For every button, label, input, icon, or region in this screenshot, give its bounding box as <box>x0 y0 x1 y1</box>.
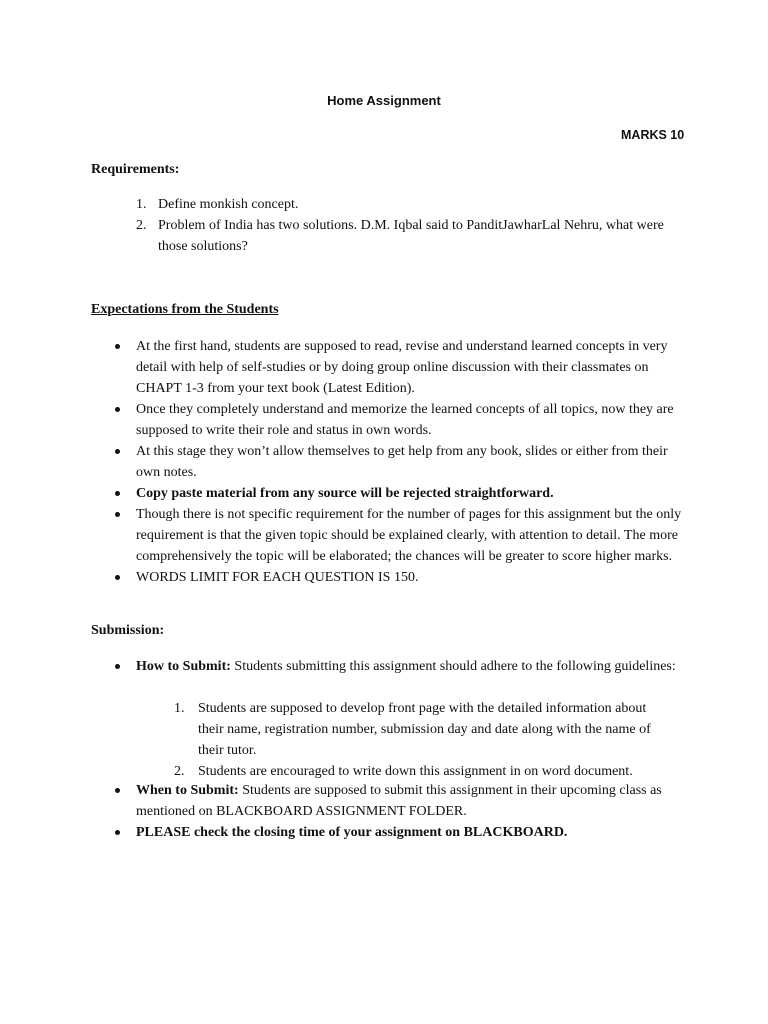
list-item <box>174 761 674 782</box>
item-text: Students are supposed to submit this assignment in their upcoming class as mentioned on BLACKBOARD ASSIGNMENT FOLDER. <box>136 783 662 819</box>
list-item <box>115 780 690 822</box>
submission-how-list <box>115 656 690 677</box>
item-text: Problem of India has two solutions. D.M. Iqbal said to PanditJawharLal Nehru, what were those solutions? <box>158 218 664 254</box>
item-number: 1. <box>136 197 147 212</box>
list-item <box>115 399 690 441</box>
list-item <box>115 656 690 677</box>
bullet-icon <box>115 512 120 517</box>
requirements-list <box>136 194 696 257</box>
list-item <box>136 194 696 215</box>
list-item <box>115 336 690 399</box>
how-to-submit-label: How to Submit: <box>136 659 231 674</box>
list-item <box>115 441 690 483</box>
requirements-heading: Requirements: <box>91 162 180 177</box>
bullet-icon <box>115 407 120 412</box>
submission-when-list <box>115 780 690 843</box>
bullet-icon <box>115 575 120 580</box>
bullet-icon <box>115 344 120 349</box>
list-item <box>115 483 690 504</box>
item-number: 1. <box>174 701 185 716</box>
item-text: At this stage they won’t allow themselves to get help from any book, slides or either from their own notes. <box>136 444 668 480</box>
item-number: 2. <box>136 218 147 233</box>
expectations-heading: Expectations from the Students <box>91 302 279 317</box>
item-text: Students are supposed to develop front page with the detailed information about their name, registration number, submission day and date along with the name of their tutor. <box>198 701 651 758</box>
list-item <box>136 215 696 257</box>
list-item <box>115 504 690 567</box>
expectations-list <box>115 336 690 588</box>
guidelines-list <box>174 698 674 782</box>
item-text: Once they completely understand and memorize the learned concepts of all topics, now they are supposed to write their role and status in own words. <box>136 402 674 438</box>
list-item <box>115 567 690 588</box>
bullet-icon <box>115 830 120 835</box>
item-text: Students are encouraged to write down this assignment in on word document. <box>198 764 633 779</box>
bullet-icon <box>115 491 120 496</box>
list-item <box>174 698 674 761</box>
item-number: 2. <box>174 764 185 779</box>
document-title: Home Assignment <box>327 93 441 108</box>
item-text: Though there is not specific requirement for the number of pages for this assignment but the only requirement is that the given topic should be explained clearly, with attention to detail. The more comprehensively the topic will be elaborated; the chances will be greater to score higher marks. <box>136 507 682 564</box>
bullet-icon <box>115 449 120 454</box>
item-text: Define monkish concept. <box>158 197 299 212</box>
item-text: Students submitting this assignment should adhere to the following guidelines: <box>230 659 676 674</box>
item-text: WORDS LIMIT FOR EACH QUESTION IS 150. <box>136 570 419 585</box>
bullet-icon <box>115 664 120 669</box>
item-text: PLEASE check the closing time of your assignment on BLACKBOARD. <box>136 825 568 840</box>
bullet-icon <box>115 788 120 793</box>
item-text: Copy paste material from any source will be rejected straightforward. <box>136 486 554 501</box>
list-item <box>115 822 690 843</box>
item-text: At the first hand, students are supposed to read, revise and understand learned concepts in very detail with help of self-studies or by doing group online discussion with their classmates on CHAPT 1-3 from your text book (Latest Edition). <box>136 339 668 396</box>
submission-heading: Submission: <box>91 623 165 638</box>
marks-label: MARKS 10 <box>621 128 685 142</box>
when-to-submit-label: When to Submit: <box>136 783 239 798</box>
